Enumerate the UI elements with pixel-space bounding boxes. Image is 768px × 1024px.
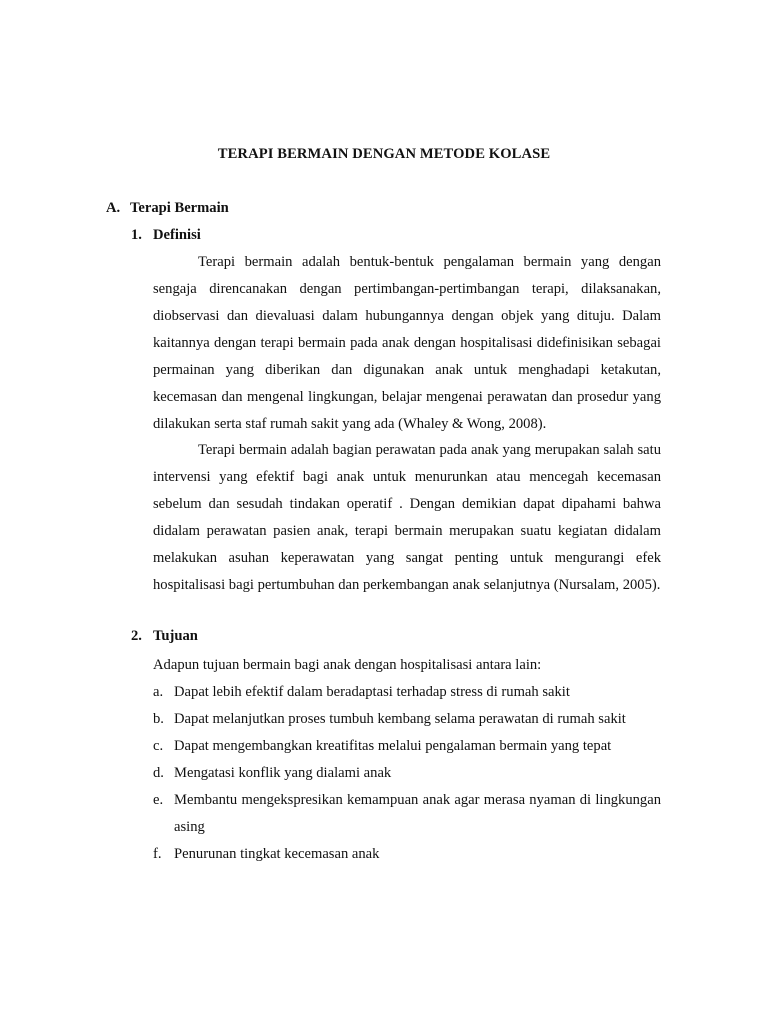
definisi-paragraph-1-text: Terapi bermain adalah bentuk-bentuk pengalaman bermain yang dengan sengaja direncanakan dengan pertimbangan-pertimbangan terapi, dilaksanakan, diobservasi dan dievaluasi dalam hubungannya dengan objek yang dituju. Dalam kaitannya dengan terapi bermain pada anak dengan hospitalisasi didefinisikan sebagai permainan yang diberikan dan digunakan anak untuk menghadapi ketakutan, kecemasan dan mengenal lingkungan, belajar mengenai perawatan dan prosedur yang dilakukan serta staf rumah sakit yang ada (Whaley & Wong, 2008). [153,254,661,432]
tujuan-list [153,679,661,868]
list-item-marker: e. [153,792,164,808]
list-item [153,706,661,733]
list-item [153,760,661,787]
list-item [153,841,661,868]
subsection-definisi-marker: 1. [131,227,142,243]
subsection-tujuan-marker: 2. [131,628,142,644]
subsection-tujuan-heading-text: Tujuan [153,628,198,644]
list-item-marker: c. [153,738,164,754]
list-item-text: Dapat mengembangkan kreatifitas melalui pengalaman bermain yang tepat [174,738,612,754]
definisi-paragraph-2-text: Terapi bermain adalah bagian perawatan pada anak yang merupakan salah satu intervensi yang efektif bagi anak untuk menurunkan atau mencegah kecemasan sebelum dan sesudah tindakan operatif . Dengan demikian dapat dipahami bahwa didalam perawatan pasien anak, terapi bermain merupakan suatu kegiatan didalam melakukan asuhan keperawatan yang sangat penting untuk mengurangi efek hospitalisasi bagi pertumbuhan dan perkembangan anak selanjutnya (Nursalam, 2005). [153,442,661,593]
list-item-marker: a. [153,684,164,700]
definisi-paragraph-1 [153,249,661,438]
list-item [153,733,661,760]
list-item-text: Membantu mengekspresikan kemampuan anak agar merasa nyaman di lingkungan asing [174,792,661,835]
list-item-text: Dapat lebih efektif dalam beradaptasi terhadap stress di rumah sakit [174,684,570,700]
document-title: TERAPI BERMAIN DENGAN METODE KOLASE [217,146,551,162]
section-a-heading-text: Terapi Bermain [130,200,229,216]
subsection-definisi-heading-text: Definisi [153,227,201,243]
definisi-paragraph-2 [153,437,661,599]
list-item-text: Mengatasi konflik yang dialami anak [174,765,392,781]
list-item-marker: b. [153,711,164,727]
list-item [153,679,661,706]
subsection-definisi-heading [131,227,201,244]
subsection-tujuan-heading [131,628,198,645]
list-item-text: Penurunan tingkat kecemasan anak [174,846,380,862]
list-item-marker: f. [153,846,162,862]
list-item-marker: d. [153,765,164,781]
tujuan-intro: Adapun tujuan bermain bagi anak dengan hospitalisasi antara lain: [153,657,542,673]
list-item-text: Dapat melanjutkan proses tumbuh kembang selama perawatan di rumah sakit [174,711,626,727]
section-a-heading [106,200,229,217]
list-item [153,787,661,841]
section-a-marker: A. [106,200,121,216]
